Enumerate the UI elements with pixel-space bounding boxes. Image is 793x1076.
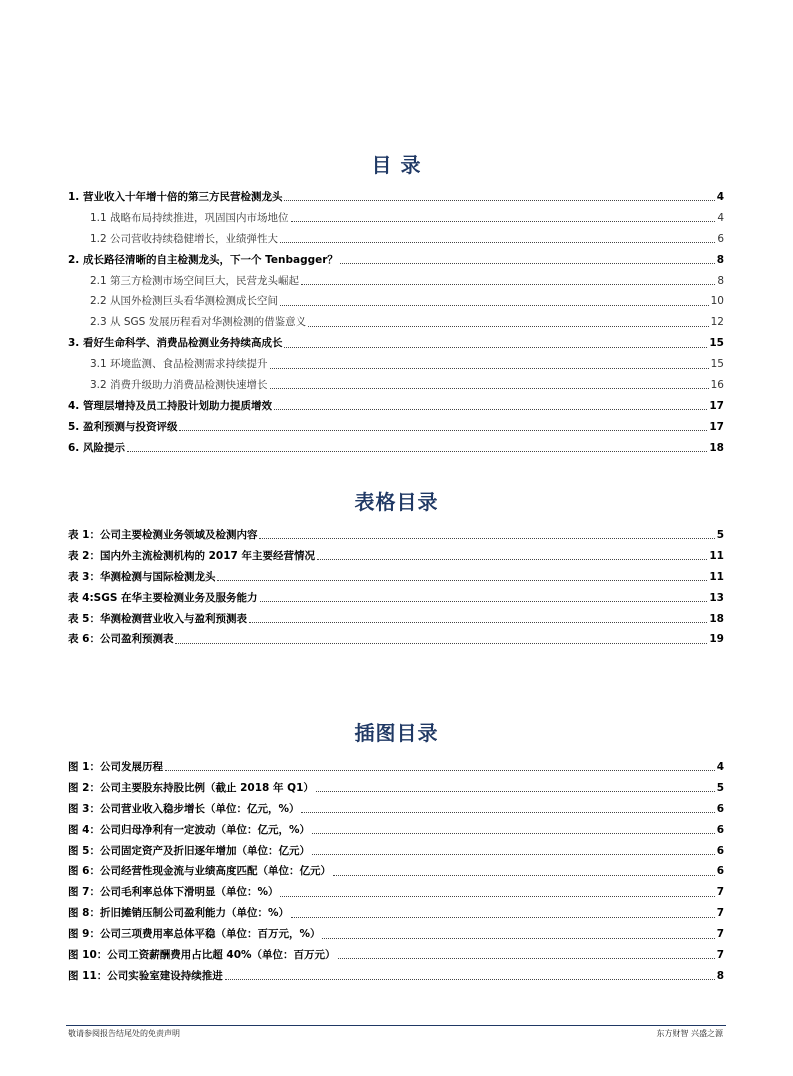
table-entry-4-page-number: 13 [709, 591, 724, 604]
dot-leader [291, 917, 715, 918]
dot-leader [338, 958, 715, 959]
toc-subsection-3-1[interactable] [68, 354, 724, 375]
toc-title: 目 录 [371, 153, 422, 177]
figure-entry-2-label: 图 2：公司主要股东持股比例（截止 2018 年 Q1） [68, 781, 314, 794]
table-entry-3-label: 表 3：华测检测与国际检测龙头 [68, 570, 216, 583]
toc-subsection-1-1-page-number: 4 [717, 211, 724, 224]
toc-subsection-2-1-label: 2.1 第三方检测市场空间巨大，民营龙头崛起 [90, 274, 300, 287]
dot-leader [175, 643, 707, 644]
dot-leader [317, 559, 707, 560]
toc-subsection-2-3-page-number: 12 [710, 316, 724, 329]
figure-entry-2[interactable] [68, 777, 724, 798]
dot-leader [280, 305, 709, 306]
table-entry-5-label: 表 5：华测检测营业收入与盈利预测表 [68, 612, 247, 625]
dot-leader [249, 622, 707, 623]
toc-subsection-3-2-label: 3.2 消费升级助力消费品检测快速增长 [90, 378, 268, 391]
figure-entry-11-page-number: 8 [716, 969, 724, 982]
toc-section-3-page-number: 15 [709, 337, 724, 350]
table-entry-4-label: 表 4:SGS 在华主要检测业务及服务能力 [68, 591, 258, 604]
toc-section-4[interactable] [68, 395, 724, 416]
toc-subsection-1-2[interactable] [68, 228, 724, 249]
toc-section-6[interactable] [68, 437, 724, 458]
dot-leader [280, 896, 714, 897]
figure-entry-10-label: 图 10：公司工资薪酬费用占比超 40%（单位：百万元） [68, 948, 336, 961]
table-entry-2-page-number: 11 [709, 549, 724, 562]
dot-leader [284, 200, 714, 201]
table-entry-5-page-number: 18 [709, 612, 724, 625]
figure-entry-6[interactable] [68, 861, 724, 882]
dot-leader [260, 601, 708, 602]
table-entry-4[interactable] [68, 587, 724, 608]
dot-leader [291, 221, 716, 222]
dot-leader [308, 326, 708, 327]
table-entry-6-label: 表 6：公司盈利预测表 [68, 633, 174, 646]
dot-leader [301, 812, 714, 813]
table-entry-3[interactable] [68, 566, 724, 587]
figure-entry-5-label: 图 5：公司固定资产及折旧逐年增加（单位：亿元） [68, 844, 310, 857]
dot-leader [312, 833, 715, 834]
dot-leader [270, 368, 709, 369]
figure-entry-1-label: 图 1：公司发展历程 [68, 760, 163, 773]
figure-entry-9-label: 图 9：公司三项费用率总体平稳（单位：百万元，%） [68, 928, 321, 941]
dot-leader [312, 854, 715, 855]
dot-leader [165, 770, 715, 771]
table-entry-6-page-number: 19 [709, 633, 724, 646]
toc-subsection-1-2-label: 1.2 公司营收持续稳健增长，业绩弹性大 [90, 232, 279, 245]
dot-leader [179, 430, 707, 431]
figure-entry-1[interactable] [68, 757, 724, 778]
figure-entry-5[interactable] [68, 840, 724, 861]
table-entry-1-label: 表 1：公司主要检测业务领域及检测内容 [68, 528, 258, 541]
dot-leader [127, 451, 707, 452]
dot-leader [274, 409, 707, 410]
toc-subsection-2-3-label: 2.3 从 SGS 发展历程看对华测检测的借鉴意义 [90, 316, 307, 329]
figure-entry-4[interactable] [68, 819, 724, 840]
table-entry-1[interactable] [68, 525, 724, 546]
toc-subsection-3-1-page-number: 15 [710, 358, 724, 371]
dot-leader [340, 263, 715, 264]
toc-section-1-label: 1. 营业收入十年增十倍的第三方民营检测龙头 [68, 190, 283, 203]
toc-section-2-label: 2. 成长路径清晰的自主检测龙头，下一个 Tenbagger？ [68, 253, 338, 266]
toc-subsection-2-2-page-number: 10 [710, 295, 724, 308]
table-entry-1-page-number: 5 [716, 528, 724, 541]
toc-subsection-2-1[interactable] [68, 270, 724, 291]
figure-entry-7[interactable] [68, 882, 724, 903]
table-entry-2-label: 表 2：国内外主流检测机构的 2017 年主要经营情况 [68, 549, 315, 562]
figure-entry-4-label: 图 4：公司归母净利有一定波动（单位：亿元，%） [68, 823, 310, 836]
figure-entry-3[interactable] [68, 798, 724, 819]
dot-leader [316, 791, 715, 792]
toc-section-2[interactable] [68, 249, 724, 270]
figure-entry-11-label: 图 11：公司实验室建设持续推进 [68, 969, 223, 982]
figure-entry-8-label: 图 8：折旧摊销压制公司盈利能力（单位：%） [68, 907, 289, 920]
toc-subsection-2-1-page-number: 8 [717, 274, 724, 287]
toc-subsection-1-1[interactable] [68, 207, 724, 228]
toc-subsection-3-2-page-number: 16 [710, 378, 724, 391]
toc-section-1[interactable] [68, 187, 724, 208]
toc-subsection-1-2-page-number: 6 [717, 232, 724, 245]
table-entry-5[interactable] [68, 608, 724, 629]
figure-entry-10-page-number: 7 [716, 948, 724, 961]
toc-section-4-label: 4. 管理层增持及员工持股计划助力提质增效 [68, 399, 272, 412]
dot-leader [270, 388, 709, 389]
figure-entry-8[interactable] [68, 903, 724, 924]
figure-entry-9[interactable] [68, 924, 724, 945]
toc-section-1-page-number: 4 [716, 190, 724, 203]
footer-slogan: 东方财智 兴盛之源 [656, 1029, 723, 1038]
figure-entry-6-page-number: 6 [716, 865, 724, 878]
table-list-title: 表格目录 [354, 490, 439, 514]
dot-leader [322, 938, 714, 939]
toc-subsection-2-2-label: 2.2 从国外检测巨头看华测检测成长空间 [90, 295, 279, 308]
toc-subsection-2-3[interactable] [68, 312, 724, 333]
footer-disclaimer: 敬请参阅报告结尾处的免责声明 [68, 1029, 180, 1038]
figure-entry-1-page-number: 4 [716, 760, 724, 773]
table-entry-2[interactable] [68, 545, 724, 566]
figure-entry-3-label: 图 3：公司营业收入稳步增长（单位：亿元，%） [68, 802, 300, 815]
toc-section-2-page-number: 8 [716, 253, 724, 266]
figure-list [68, 757, 724, 987]
figure-entry-9-page-number: 7 [716, 928, 724, 941]
toc-section-6-page-number: 18 [709, 441, 724, 454]
dot-leader [217, 580, 707, 581]
dot-leader [301, 284, 715, 285]
figure-entry-11[interactable] [68, 965, 724, 986]
toc-section-6-label: 6. 风险提示 [68, 441, 125, 454]
toc-list [68, 187, 724, 459]
figure-entry-6-label: 图 6：公司经营性现金流与业绩高度匹配（单位：亿元） [68, 865, 331, 878]
figure-entry-10[interactable] [68, 945, 724, 966]
toc-subsection-3-2[interactable] [68, 375, 724, 396]
table-entry-6[interactable] [68, 629, 724, 650]
figure-entry-2-page-number: 5 [716, 781, 724, 794]
figure-entry-3-page-number: 6 [716, 802, 724, 815]
toc-section-5-page-number: 17 [709, 420, 724, 433]
dot-leader [333, 875, 715, 876]
dot-leader [284, 347, 707, 348]
toc-section-3-label: 3. 看好生命科学、消费品检测业务持续高成长 [68, 337, 283, 350]
figure-entry-7-label: 图 7：公司毛利率总体下滑明显（单位：%） [68, 886, 279, 899]
dot-leader [225, 979, 715, 980]
table-entry-3-page-number: 11 [709, 570, 724, 583]
figure-entry-8-page-number: 7 [716, 907, 724, 920]
figure-list-title: 插图目录 [354, 721, 439, 745]
toc-subsection-1-1-label: 1.1 战略布局持续推进，巩固国内市场地位 [90, 211, 289, 224]
figure-entry-7-page-number: 7 [716, 886, 724, 899]
figure-entry-4-page-number: 6 [716, 823, 724, 836]
toc-section-3[interactable] [68, 333, 724, 354]
footer-divider [66, 1025, 726, 1026]
toc-subsection-2-2[interactable] [68, 291, 724, 312]
toc-section-4-page-number: 17 [709, 399, 724, 412]
figure-entry-5-page-number: 6 [716, 844, 724, 857]
dot-leader [259, 538, 714, 539]
toc-subsection-3-1-label: 3.1 环境监测、食品检测需求持续提升 [90, 358, 268, 371]
table-list [68, 525, 724, 650]
dot-leader [280, 242, 715, 243]
toc-section-5-label: 5. 盈利预测与投资评级 [68, 420, 178, 433]
toc-section-5[interactable] [68, 416, 724, 437]
